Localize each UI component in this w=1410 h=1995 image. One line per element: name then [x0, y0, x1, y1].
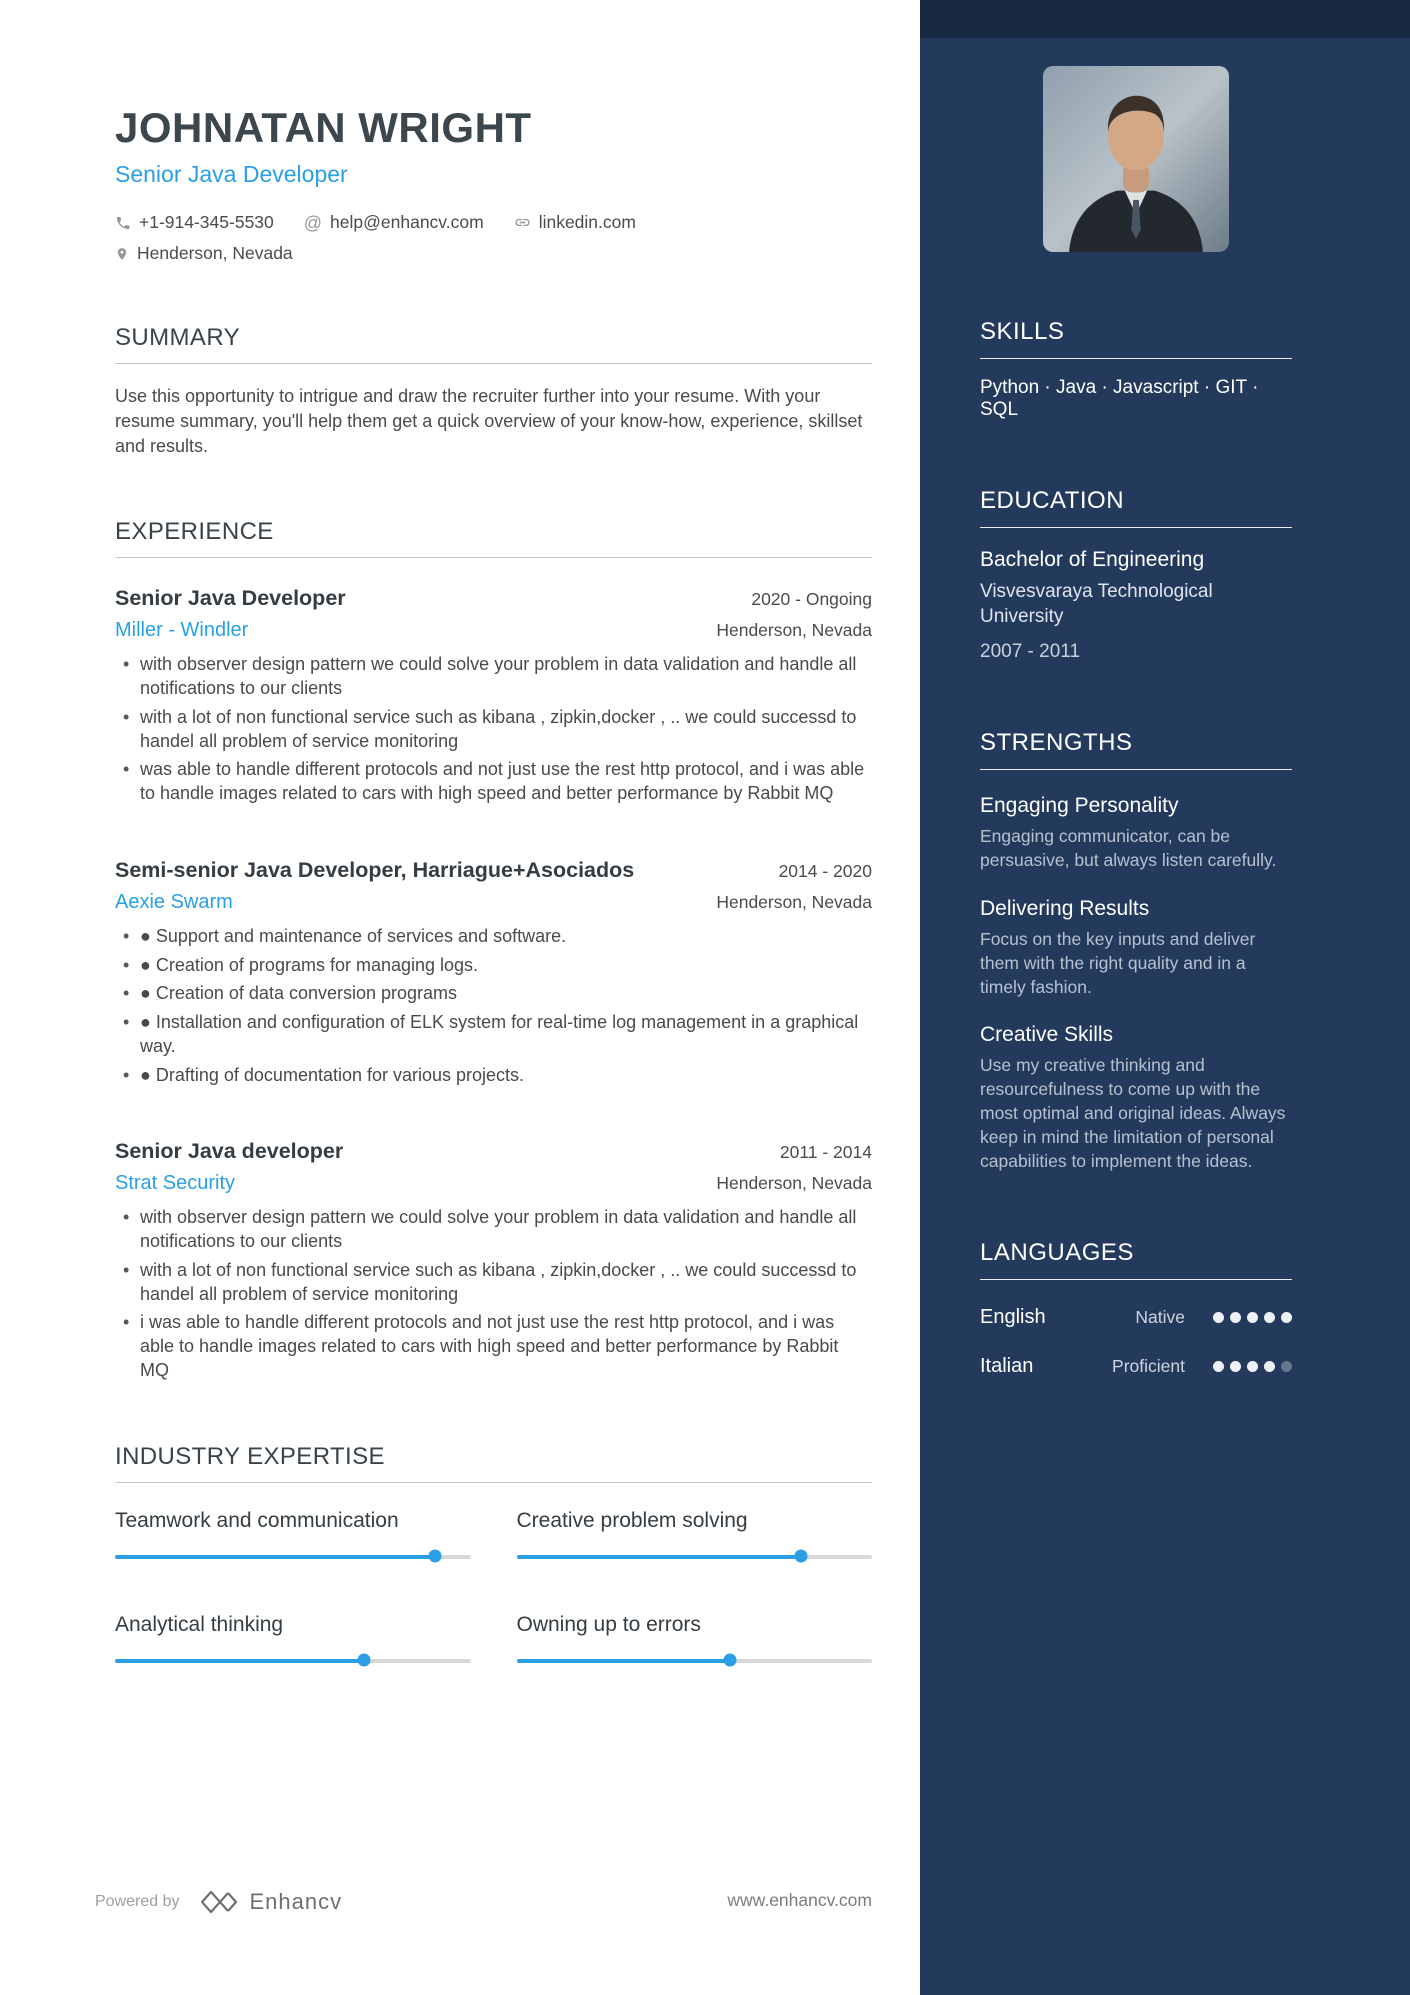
language-level-dots	[1213, 1361, 1292, 1372]
main-column	[115, 0, 872, 1667]
job-dates: 2014 - 2020	[778, 860, 872, 881]
language-level-dot	[1230, 1361, 1241, 1372]
strength-item	[980, 1023, 1292, 1173]
language-level-dots	[1213, 1312, 1292, 1323]
strength-title: Engaging Personality	[980, 794, 1179, 818]
strength-item	[980, 794, 1292, 873]
email-address[interactable]: help@enhancv.com	[330, 212, 484, 232]
strengths-heading: STRENGTHS	[980, 729, 1292, 770]
education-degree: Bachelor of Engineering	[980, 548, 1205, 571]
slider-fill	[115, 1555, 435, 1559]
strengths-section	[980, 729, 1292, 1173]
footer-branding	[95, 1889, 342, 1915]
expertise-slider	[517, 1654, 873, 1667]
language-level-dot	[1264, 1361, 1275, 1372]
language-level-dot	[1247, 1312, 1258, 1323]
job-company: Strat Security	[115, 1172, 236, 1195]
skills-heading: SKILLS	[980, 318, 1292, 359]
job-entry	[115, 858, 872, 1088]
language-row	[980, 1355, 1292, 1378]
location-row	[115, 243, 872, 264]
candidate-title: Senior Java Developer	[115, 161, 348, 187]
expertise-item	[115, 1613, 471, 1667]
job-bullet: • with observer design pattern we could solve your problem in data validation and handle all notifications to our clients	[115, 653, 872, 701]
brand-name: Enhancv	[249, 1889, 343, 1914]
strength-text: Focus on the key inputs and deliver them with the right quality and in a timely fashion.	[980, 928, 1256, 997]
strength-title: Delivering Results	[980, 896, 1150, 920]
expertise-label: Owning up to errors	[516, 1612, 701, 1636]
strength-item	[980, 897, 1292, 999]
profile-photo	[1043, 66, 1229, 252]
enhancv-logo-icon	[201, 1889, 237, 1915]
job-company: Aexie Swarm	[115, 890, 233, 913]
slider-knob	[357, 1654, 370, 1667]
strength-text: Engaging communicator, can be persuasive, but always listen carefully.	[980, 826, 1277, 871]
summary-heading: SUMMARY	[115, 324, 872, 364]
languages-section	[980, 1239, 1292, 1378]
expertise-grid	[115, 1509, 872, 1667]
powered-by-label: Powered by	[95, 1893, 180, 1910]
location-text: Henderson, Nevada	[137, 243, 293, 263]
job-location: Henderson, Nevada	[716, 620, 872, 641]
job-title: Semi-senior Java Developer, Harriague+Asociados	[115, 857, 635, 882]
strength-text: Use my creative thinking and resourcefulness to come up with the most optimal and original ideas. Always keep in mind the limitation of personal capabilities to implement the ideas.	[980, 1055, 1286, 1171]
expertise-slider	[115, 1654, 471, 1667]
job-bullets	[115, 1206, 872, 1382]
job-bullets	[115, 653, 872, 806]
slider-fill	[517, 1659, 730, 1663]
job-title: Senior Java Developer	[115, 586, 346, 611]
education-heading: EDUCATION	[980, 487, 1292, 528]
profile-photo-image	[1043, 66, 1229, 252]
expertise-slider	[115, 1550, 471, 1563]
expertise-label: Analytical thinking	[115, 1612, 284, 1636]
sidebar-top-strip	[920, 0, 1410, 38]
sidebar	[920, 0, 1410, 1995]
job-bullet: • ● Drafting of documentation for various projects.	[115, 1064, 872, 1088]
slider-knob	[723, 1654, 736, 1667]
slider-knob	[794, 1550, 807, 1563]
industry-expertise-section	[115, 1443, 872, 1667]
job-entry	[115, 1139, 872, 1382]
slider-fill	[115, 1659, 364, 1663]
job-entry	[115, 586, 872, 806]
job-bullet: • with a lot of non functional service such as kibana , zipkin,docker , .. we could successd to handel all problem of service monitoring	[115, 706, 872, 754]
expertise-item	[517, 1509, 873, 1563]
experience-heading: EXPERIENCE	[115, 518, 872, 558]
industry-expertise-heading: INDUSTRY EXPERTISE	[115, 1443, 872, 1483]
skills-section	[980, 318, 1292, 421]
expertise-slider	[517, 1550, 873, 1563]
at-icon: @	[303, 212, 323, 233]
job-bullet: • with a lot of non functional service such as kibana , zipkin,docker , .. we could successd to handel all problem of service monitoring	[115, 1259, 872, 1307]
language-level-dot	[1247, 1361, 1258, 1372]
job-bullet: • i was able to handle different protocols and not just use the rest http protocol, and i was able to handle images related to cars with high speed and better performance by Rabbit MQ	[115, 1311, 872, 1382]
job-company: Miller - Windler	[115, 619, 249, 642]
education-dates: 2007 - 2011	[980, 641, 1081, 663]
language-level-dot	[1281, 1312, 1292, 1323]
candidate-name: JOHNATAN WRIGHT	[115, 104, 532, 151]
language-level-dot	[1213, 1361, 1224, 1372]
footer-website-link[interactable]: www.enhancv.com	[727, 1890, 872, 1910]
language-name: English	[980, 1306, 1046, 1329]
linkedin-link[interactable]: linkedin.com	[538, 212, 636, 232]
expertise-label: Teamwork and communication	[115, 1508, 399, 1532]
location-pin-icon	[115, 246, 129, 262]
job-bullet: • with observer design pattern we could solve your problem in data validation and handle all notifications to our clients	[115, 1206, 872, 1254]
phone-number: +1-914-345-5530	[139, 212, 274, 232]
phone-contact	[115, 212, 274, 233]
slider-knob	[428, 1550, 441, 1563]
language-level: Native	[1135, 1307, 1185, 1328]
language-level-dot	[1230, 1312, 1241, 1323]
expertise-label: Creative problem solving	[516, 1508, 748, 1532]
strength-title: Creative Skills	[980, 1023, 1114, 1047]
link-icon	[514, 214, 531, 231]
skills-list: Python · Java · Javascript · GIT · SQL	[980, 377, 1259, 420]
education-school: Visvesvaraya Technological University	[980, 581, 1213, 627]
job-bullet: • was able to handle different protocols and not just use the rest http protocol, and i was able to handle images related to cars with high speed and better performance by Rabbit MQ	[115, 758, 872, 806]
phone-icon	[115, 215, 131, 231]
expertise-item	[517, 1613, 873, 1667]
summary-section	[115, 324, 872, 458]
experience-section	[115, 518, 872, 1382]
job-location: Henderson, Nevada	[716, 891, 872, 912]
job-bullet: • ● Support and maintenance of services and software.	[115, 925, 872, 949]
contact-row	[115, 212, 872, 233]
education-section	[980, 487, 1292, 663]
language-level-dot	[1281, 1361, 1292, 1372]
language-level: Proficient	[1112, 1356, 1185, 1377]
job-bullets	[115, 925, 872, 1088]
language-level-dot	[1264, 1312, 1275, 1323]
summary-text: Use this opportunity to intrigue and draw the recruiter further into your resume. With your resume summary, you'll help them get a quick overview of your know-how, experience, skillset and results.	[115, 386, 863, 456]
linkedin-contact[interactable]	[514, 212, 636, 233]
job-title: Senior Java developer	[115, 1139, 344, 1164]
job-bullet: • ● Creation of programs for managing logs.	[115, 954, 872, 978]
email-contact[interactable]	[304, 212, 484, 233]
expertise-item	[115, 1509, 471, 1563]
languages-heading: LANGUAGES	[980, 1239, 1292, 1280]
resume-header	[115, 104, 872, 264]
language-level-dot	[1213, 1312, 1224, 1323]
job-location: Henderson, Nevada	[716, 1173, 872, 1194]
job-dates: 2020 - Ongoing	[751, 589, 872, 610]
job-bullet: • ● Installation and configuration of ELK system for real-time log management in a graphical way.	[115, 1011, 872, 1059]
location-contact	[115, 243, 293, 264]
language-name: Italian	[980, 1355, 1034, 1378]
slider-fill	[517, 1555, 801, 1559]
job-bullet: • ● Creation of data conversion programs	[115, 982, 872, 1006]
job-dates: 2011 - 2014	[779, 1142, 872, 1163]
language-row	[980, 1306, 1292, 1329]
